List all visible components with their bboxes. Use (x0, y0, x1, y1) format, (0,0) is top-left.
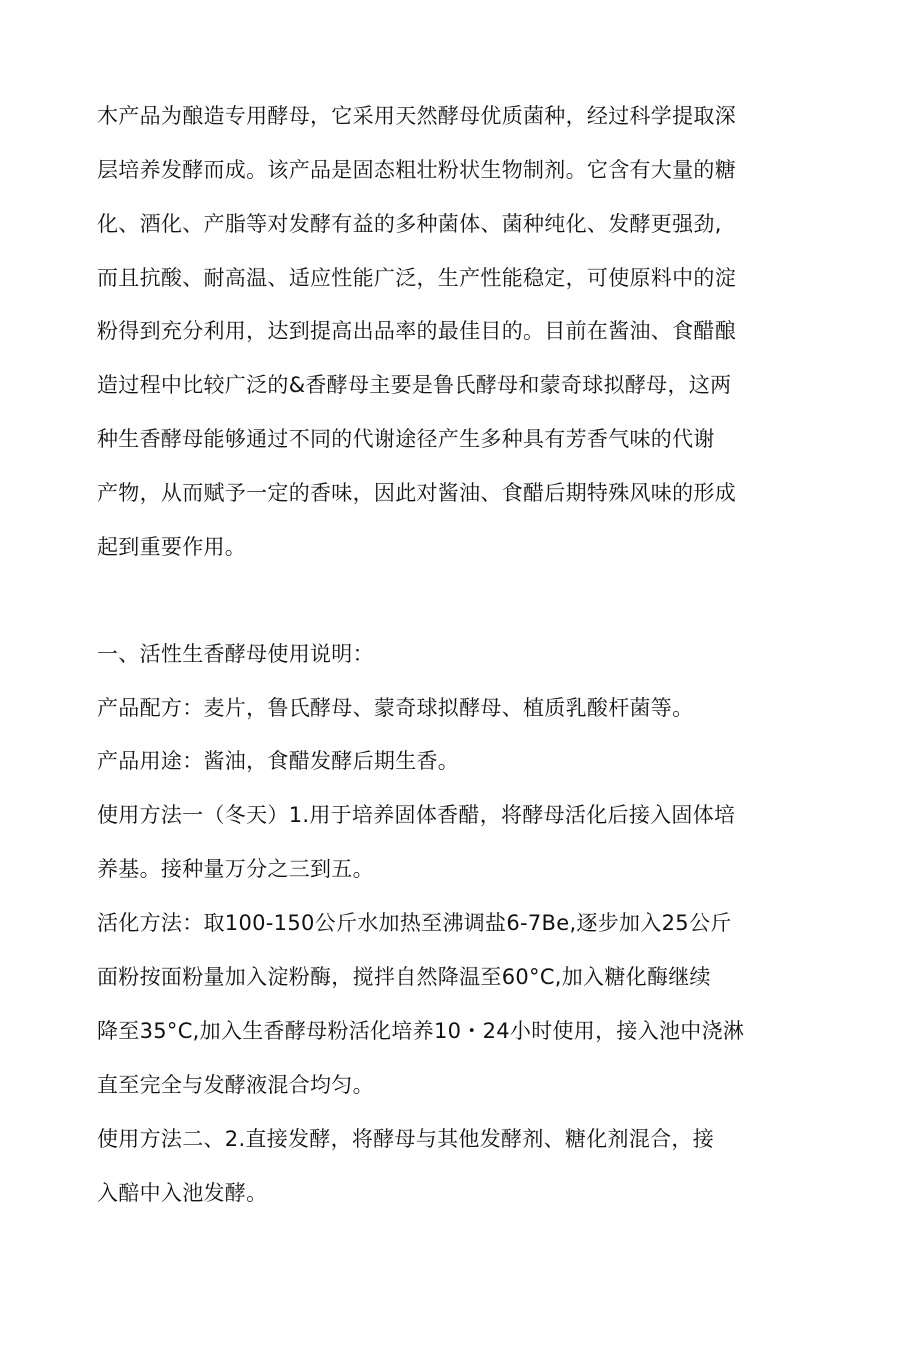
intro-line: 层培养发酵而成。该产品是固态粗壮粉状生物制剂。它含有大量的糖 (97, 158, 736, 182)
activation-line: 降至35°C,加入生香酵母粉活化培养10・24小时使用，接入池中浇淋 (97, 1019, 745, 1043)
activation-line: 活化方法：取100-150公斤水加热至沸调盐6-7Be,逐步加入25公斤 (97, 911, 732, 935)
product-usage: 产品用途：酱油，食醋发酵后期生香。 (97, 749, 460, 773)
method-one-line: 使用方法一（冬天）1.用于培养固体香醋，将酵母活化后接入固体培 (97, 803, 736, 827)
intro-line: 木产品为酿造专用酵母，它采用天然酵母优质菌种，经过科学提取深 (97, 104, 736, 128)
intro-line: 造过程中比较广泛的&香酵母主要是鲁氏酵母和蒙奇球拟酵母，这两 (97, 373, 732, 397)
section-heading: 一、活性生香酵母使用说明： (97, 642, 374, 666)
method-two-line: 入醅中入池发酵。 (97, 1181, 268, 1205)
intro-line: 种生香酵母能够通过不同的代谢途径产生多种具有芳香气味的代谢 (97, 427, 715, 451)
product-formula: 产品配方：麦片，鲁氏酵母、蒙奇球拟酵母、植质乳酸杆菌等。 (97, 696, 694, 720)
intro-line: 产物，从而赋予一定的香味，因此对酱油、食醋后期特殊风味的形成 (97, 481, 736, 505)
activation-line: 直至完全与发酵液混合均匀。 (97, 1073, 374, 1097)
intro-line: 而且抗酸、耐高温、适应性能广泛，生产性能稳定，可使原料中的淀 (97, 266, 736, 290)
method-one-line: 养基。接种量万分之三到五。 (97, 857, 374, 881)
method-two-line: 使用方法二、2.直接发酵，将酵母与其他发酵剂、糖化剂混合，接 (97, 1127, 715, 1151)
intro-line: 起到重要作用。 (97, 535, 247, 559)
intro-line: 粉得到充分利用，达到提高出品率的最佳目的。目前在酱油、食醋酿 (97, 319, 736, 343)
intro-line: 化、酒化、产脂等对发酵有益的多种菌体、菌种纯化、发酵更强劲, (97, 212, 722, 236)
activation-line: 面粉按面粉量加入淀粉酶，搅拌自然降温至60°C,加入糖化酶继续 (97, 965, 711, 989)
